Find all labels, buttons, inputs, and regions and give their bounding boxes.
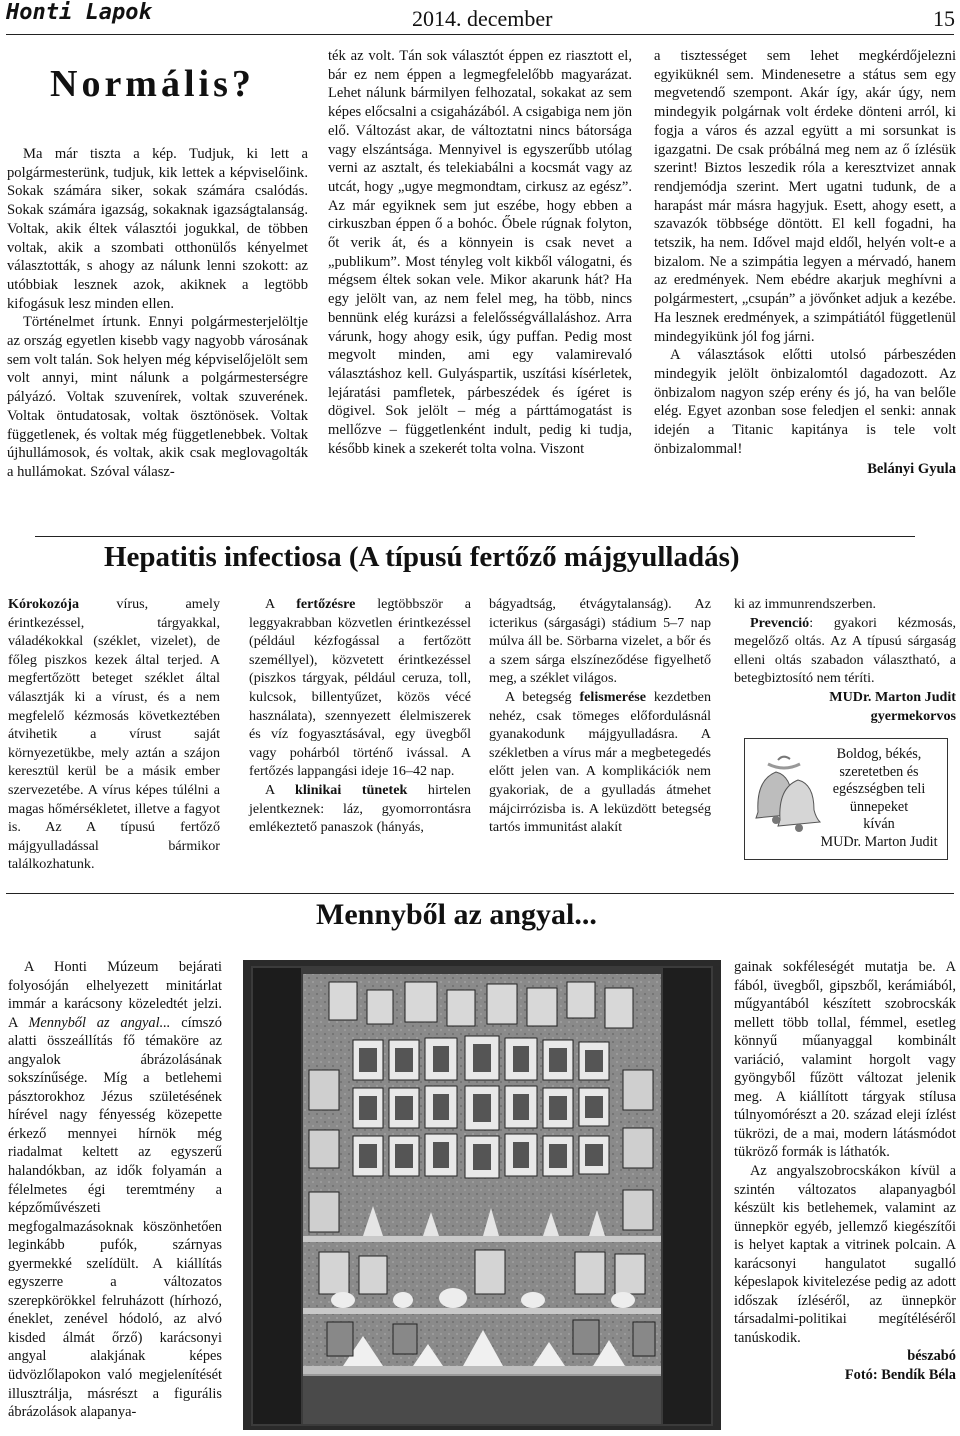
author: MUDr. Marton Judit (829, 688, 956, 705)
paragraph (249, 595, 471, 781)
page-number: 15 (933, 6, 955, 31)
article-column-1 (8, 595, 220, 874)
article-column-3 (654, 47, 956, 479)
paragraph (489, 688, 711, 837)
text: A (265, 596, 297, 612)
keyword: Prevenció (750, 614, 810, 631)
author-title: gyermekorvos (870, 707, 956, 724)
keyword: klinikai tünetek (295, 781, 408, 798)
italic-title: Mennyből az angyal... (28, 1014, 171, 1031)
paragraph (8, 958, 222, 1422)
article-column-2 (328, 47, 632, 458)
text: vírus, amely érintkezéssel, tárgyakkal, váladékokkal (széklet, vizelet), de főleg piszkos kezek által terjed. A megfertőzött beteget széklet által választják ki a vírust, és a nem megfelelő kézmosás következtében átvihetik a vírust saját környezetükbe, mely aztán a szájon keresztül kerül be a másik ember szervezetébe. A vírus képes túlélni a magas hőmérsékletet, illetve a fagyot is. Az A típusú fertőző májgyulladással bármikor találkozhatunk. (8, 596, 220, 873)
article-title: Normális? (50, 63, 255, 105)
greeting-line: ünnepeket (849, 798, 909, 815)
christmas-bells-icon (748, 750, 822, 846)
article-column-4 (734, 595, 956, 725)
section-divider (35, 536, 915, 537)
paragraph: bágyadtság, étvágytalanság). Az icterikus (sárgasági) stádium 5–7 nap múlva áll be. Sörbarna vizelet, a bőr és a szem sárga elszíneződése figyelhető meg, a széklet világos. (489, 596, 711, 687)
keyword: felismerése (579, 688, 646, 705)
paragraph: ki az immunrendszerben. (734, 596, 877, 612)
paragraph: gainak sokféleségét mutatja be. A fából, üvegből, gipszből, kerámiából, műgyantából készített szobrocskák mellett több tollal, fémmel, esetleg könnyű műanyaggal kombinált variáció, valamint horgolt vagy gyöngyből fűzött változat jelenik meg. A kiállított tárgyak stílusa túlnyomórészt a 20. század eleji ízlést tükrözi, de a mai, modern látásmódot tükröző formák is láthatók. (734, 959, 956, 1161)
section-divider (6, 893, 954, 894)
greeting-line: szeretetben és (839, 763, 919, 780)
paragraph (734, 614, 956, 688)
text: A Honti Múzeum bejárati folyosóján elhelyezett minitárlat immár a karácsony közeledtét jelzi. A (8, 959, 222, 1031)
article-column-2 (249, 595, 471, 837)
greeting-line: MUDr. Marton Judit (820, 833, 938, 850)
article-column-1 (8, 958, 222, 1422)
photo-credit: Fotó: Bendík Béla (844, 1367, 956, 1384)
greeting-line: Boldog, békés, (836, 746, 922, 762)
text: A (265, 781, 296, 798)
greeting-text (812, 746, 946, 852)
paragraph: Az angyalszobrocskákon kívül a szintén változatos alapanyagból készült kis betlehemek, valamint az ünnepkör egyéb, jellemző kiegészítői is helyet kaptak a vitrinek polcain. A karácsonyi hangulatot sugalló képeslapok kivitelezése pedig az adott időszak ízléséről, az ünnepkör társadalmi-politikai megítéléséről tanúskodik. (734, 1163, 956, 1346)
paragraph: Történelmet írtunk. Ennyi polgármesterjelöltje az ország egyetlen kisebb vagy nagyobb városának sem volt talán. Sok helyen még képviselőjelölt sem volt annyi, mint nálunk a polgármesterségre pályázó. Voltak szuvenírek, voltak szuverének. Voltak öntudatosak, voltak ösztönösek. Voltak függetlenek, és voltak még függetlenebbek. Voltak újhullámosok, és voltak, akik csak meglovagolták a hullámokat. Szóval válasz- (7, 314, 308, 480)
text: legtöbbször a leggyakrabban közvetlen érintkezéssel (például kézfogással a fertőzött személlyel), közvetett érintkezéssel (piszkos tárgyak, például ceruza, toll, kulcsok, billentyűzet, közös vécé használata), szennyezett élelmiszerek és víz fogyasztásával, egy üvegből vagy pohárból történő ivással. A fertőzés lappangási ideje 16–42 nap. (249, 596, 471, 780)
text: : gyakori kézmosás, megelőző oltás. Az A típusú sárgaság elleni oltás szabadon választható, a betegbiztosító nem téríti. (734, 614, 956, 687)
author: Belányi Gyula (867, 461, 956, 478)
paragraph (249, 781, 471, 837)
paragraph: ték az volt. Tán sok választót éppen ez riasztott el, bár ez nem éppen a legmegfelelőbb magyarázat. Lehet nálunk bármilyen felhozatal, sokakat az sem képes előcsalni a csigaházából. A csigabiga nem jön elő. Változást akar, de változtatni nincs bátorsága vagy elszántsága. Mennyivel is egyszerűbb utólag verni az asztalt, és telekiabálni a kocsmát vagy az utcát, hogy „ugye megmondtam, cirkusz az egész”. Az már egyiknek sem jut eszébe, hogy ebben a cirkuszban éppen ő a bohóc. Őbele rúgnak folyton, őt verik át, és a könnyein is csak nevet a „publikum”. Most tényleg volt kikből válogatni, és mégsem éltek sokan vele. Mikor akarunk hát? Ha egy jelölt van, az nem felel meg, ha több, nincs bennünk elég kurázsi a felelősségvállaláshoz. Arra várunk, hogy ahogy esik, úgy puffan. Pedig most megvolt minden, ami egy valamirevaló választáshoz kell. Gulyáspartik, uszítási kísérletek, lejáratási pamfletek, párbeszédek és ígéret is dögivel. Sok jelölt – még a párttámogatást is mellőzve – függetlenként indult, pedig ki tudja, később kinek a szekerét tolta volna. Viszont (328, 48, 632, 457)
article-title: Mennyből az angyal... (316, 898, 597, 931)
text: hirtelen jelentkeznek: láz, gyomorrontásra emlékeztető panaszok (hányás, (249, 781, 471, 836)
paragraph: A választások előtti utolsó párbeszéden mindegyik jelölt önbizalomtól dagadozott. Az önbizalom nagyon szép erény és jó, ha van belőle elég. Egyet azonban sose feledjen el senki: annak idején a Titanic kapitánya is tele volt önbizalommal! (654, 347, 956, 457)
header-rule (6, 34, 954, 35)
article-column-3 (734, 958, 956, 1385)
text: kezdetben nehéz, csak tömeges előfordulásnál gyanakodunk májgyulladásra. A székletben a vírus már a megbetegedés előtt jelen van. A komplikációk nem gyakoriak, de a gyulladás átmehet májcirrózisba is. A leküzdött betegség tartós immunitást alakít (489, 688, 711, 836)
article-column-1 (7, 145, 308, 482)
article-column-3 (489, 595, 711, 837)
issue-date: 2014. december (412, 6, 553, 31)
masthead: Honti Lapok (6, 0, 152, 25)
paragraph: a tisztességet sem lehet megkérdőjelezni egyiküknél sem. Mindenesetre a státus sem egy megvetendő szempont. Akár így, akár úgy, nem mindegyik polgárnak volt érdeke dönteni arról, ki fogja a város és azzal együtt a mi sorsunkat is igazgatni. De csak próbálná meg nem az ő ízlésük szerint! Biztos leszedik róla a keresztvizet annak rendjemódja szerint. Mert ugatni tudunk, de a harapást már másra hagyjuk. Esett, ahogy esett, a szavazók többsége döntött. El kell fogadni, ha tetszik, ha nem. Idővel majd eldől, helyén volt-e a bizalom. Ne a szimpátia legyen a mérvadó, hanem az eredmények. Nem ebédre akarjuk meghívni a polgármestert, „csupán” a jövőnket adjuk a kezébe. Ha lesznek eredmények, a szimpátiától függetlenül mindegyikünk jól fog járni. (654, 48, 956, 345)
paragraph (8, 595, 220, 874)
greeting-line: egészségben teli (832, 781, 926, 798)
exhibition-photo-icon (243, 960, 721, 1430)
lead-word: Kórokozója (8, 596, 79, 612)
paragraph: Ma már tiszta a kép. Tudjuk, ki lett a polgármesterünk, tudjuk, kik lettek a képviselőink. Sokak számára siker, sokak számára csalódás. Sokak számára igazság, sokaknak igazságtalanság. Voltak, akik éltek választói jogukkal, de többen voltak, akik a szombati otthonülős kényelmet választották, s ahogy az nálunk lenni szokott: az utóbbiak lesznek azok, akiknek a legtöbb kifogásuk lesz minden ellen. (7, 146, 308, 312)
text: címszó alatti összeállítás fő témaköre az angyalok ábrázolásának sokszínűsége. Míg a betlehemi pásztorokhoz Jézus születésének hírével nagy fényesség közepette érkező mennyei hírnök még riadalmat keltett az egyszerű halandókban, az idők folyamán a félelmetes égi teremtmény a képzőművészeti megfogalmazásoknak köszönhetően leginkább pufók, szárnyas gyermekké szelídült. A kiállítás egyszerre a változatos szerepkörökkel felruházott (hírhozó, éneklet, zenével hódoló, az alvó kisded álmát őrző) karácsonyi angyal alakjának képes üdvözlőlapokon való megjelenítését illusztrálja, másrészt a figurális ábrázolások alapanya- (8, 1014, 222, 1421)
article-title: Hepatitis infectiosa (A típusú fertőző májgyulladás) (104, 541, 740, 573)
keyword: fertőzésre (296, 596, 356, 612)
text: A betegség (505, 688, 580, 705)
greeting-line: kíván (863, 816, 895, 833)
author: bészabó (907, 1348, 956, 1365)
